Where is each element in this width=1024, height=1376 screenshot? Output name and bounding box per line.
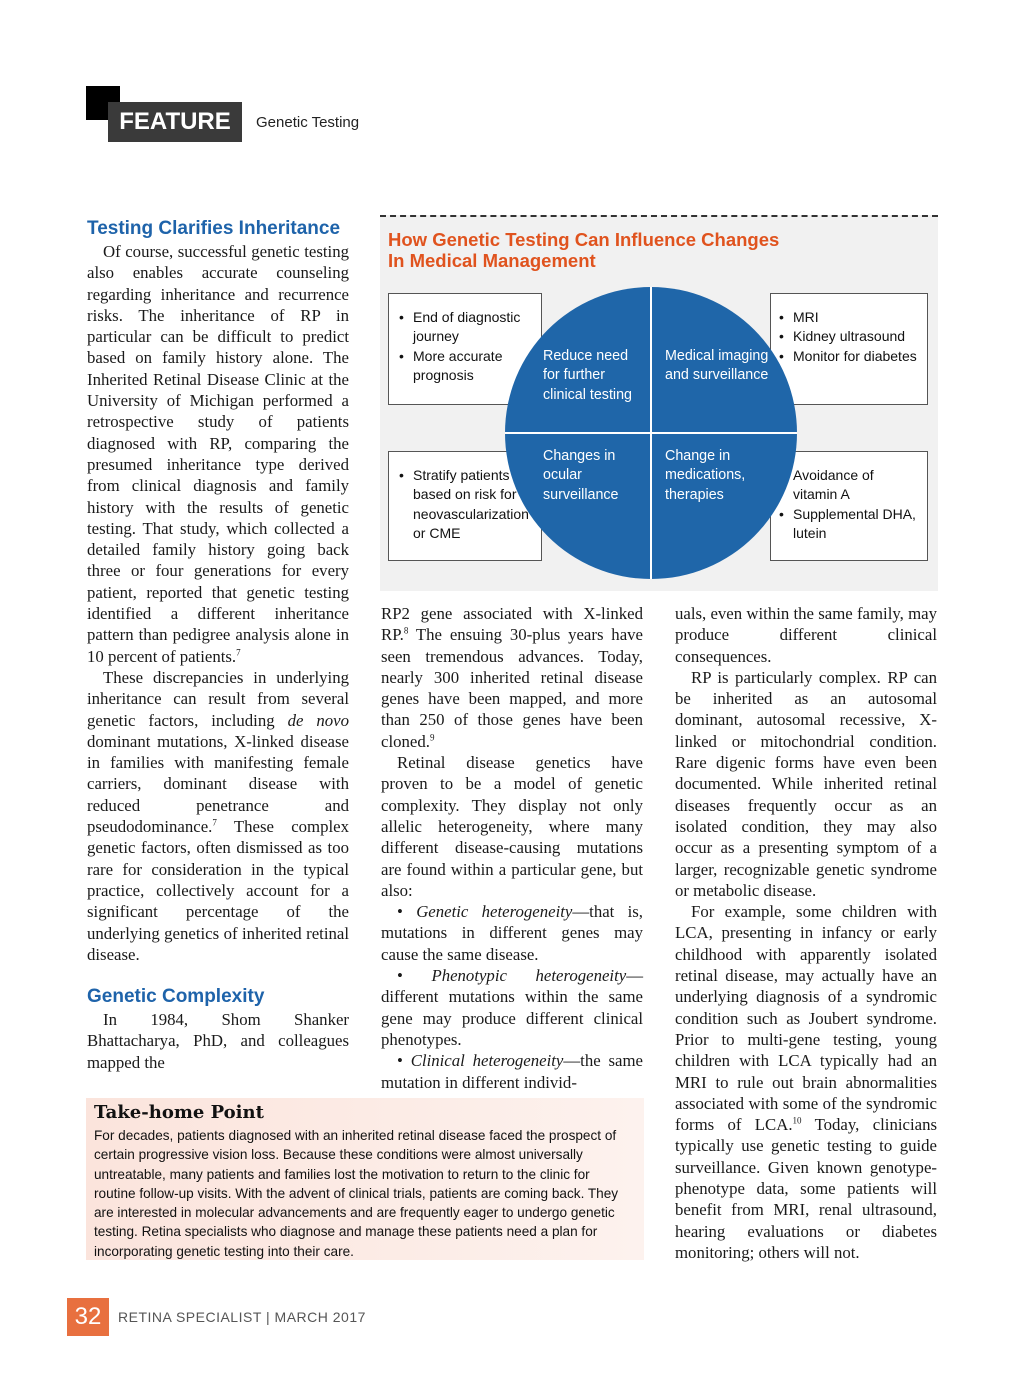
paragraph: RP2 gene associated with X-linked RP.$^8$ The ensuing 30-plus years have seen tremendous advances. Today, nearly 300 inherited retinal disease genes have been mapped, and more than 250 of those genes have been cloned.$^9$ — [381, 604, 643, 751]
paragraph: These discrepancies in underlying inheritance can result from several genetic factors, including de novo dominant mutations, X-linked disease in families with manifesting female carriers, dominant disease with reduced penetrance and pseudodominance.$^7$ These complex genetic factors, often dismissed as too rare for consideration in the typical practice, collectively account for a significant percentage of the underlying genetics of inherited retinal disease. — [87, 667, 349, 964]
bullet-item: • Clinical heterogeneity—the same mutation in different individ- — [381, 1051, 643, 1092]
list-item: • Kidney ultrasound — [793, 327, 917, 346]
section-label: FEATURE — [108, 102, 242, 142]
bullet-item: • Genetic heterogeneity—that is, mutations in different genes may cause the same disease. — [381, 902, 644, 964]
take-home-box — [86, 1098, 644, 1260]
heading-genetic-complexity: Genetic Complexity — [87, 986, 265, 1008]
list-item: • Avoidance of vitamin A — [793, 466, 917, 505]
paragraph: Of course, successful genetic testing also enables accurate counseling regarding inheritance and recurrence risks. The inheritance of RP in particular can be difficult to predict based on family history alone. The Inherited Retinal Disease Clinic at the University of Michigan performed a retrospective study of patients diagnosed with RP, comparing the presumed inheritance type derived from clinical diagnosis and family history with the results of genetic testing. That study, which collected a detailed family history going back three or four generations for every patient, reported that genetic testing identified a different inheritance pattern than pedigree analysis alone in 10 percent of patients.$^7$ — [87, 242, 349, 666]
list-item: • Monitor for diabetes — [793, 347, 917, 366]
figure-title: How Genetic Testing Can Influence Changes In Medical Management — [388, 229, 780, 271]
take-home-body: For decades, patients diagnosed with an inherited retinal disease faced the prospect of certain progressive vision loss. Because these conditions were almost universally untreatable, many patients and families lost the motivation to return to the clinic for routine follow-up visits. With the advent of clinical trials, patients are coming back. They are interested in molecular advancements and are frequently eager to undergo genetic testing. Retina specialists who diagnose and manage these patients need a plan for incorporating genetic testing into their care. — [94, 1128, 619, 1259]
list-item: • More accurate prognosis — [413, 347, 531, 386]
paragraph: Retinal disease genetics have proven to be a model of genetic complexity. They display not only allelic heterogeneity, where many different disease-causing mutations are found within a particular gene, but also: — [381, 753, 643, 900]
paragraph: For example, some children with LCA, presenting in infancy or early childhood with apparently isolated retinal disease, may actually have an underlying diagnosis of a syndromic condition such as Joubert syndrome. Prior to multi-gene testing, young children with LCA typically had an MRI to rule out brain abnormalities associated with some of the syndromic forms of LCA.$^{10}$ Today, clinicians typically use genetic testing to guide surveillance. Given known genotype-phenotype data, some patients will benefit from MRI, renal ultrasound, hearing evaluations or diabetes monitoring; others will not. — [675, 902, 938, 1262]
publication-footer: RETINA SPECIALIST | MARCH 2017 — [118, 1309, 366, 1325]
quadrant-top-right-label: Medical imaging and surveillance — [665, 348, 769, 384]
figure-genetic-testing-management — [380, 215, 938, 591]
paragraph: uals, even within the same family, may produce different clinical consequences. — [675, 604, 937, 666]
heading-testing-clarifies-inheritance: Testing Clarifies Inheritance — [87, 218, 341, 239]
box-bottom-right — [770, 451, 928, 561]
paragraph: RP is particularly complex. RP can be inherited as an autosomal dominant, autosomal recessive, X-linked or mitochondrial condition. Rare digenic forms have even been documented. While inherited retinal diseases frequently occur as an isolated condition, they may also occur as a presenting symptom of a larger, recognizable genetic syndrome or metabolic disease. — [675, 667, 937, 900]
article-column-3 — [675, 603, 937, 1263]
section-topic: Genetic Testing — [256, 114, 360, 131]
quadrant-bottom-right-label: Change in medications, therapies — [665, 448, 746, 503]
paragraph: In 1984, Shom Shanker Bhattacharya, PhD, and colleagues mapped the — [87, 1010, 349, 1072]
take-home-title: Take-home Point — [94, 1102, 264, 1123]
quadrant-bottom-left-label: Changes in ocular surveillance — [543, 448, 619, 503]
list-item: • Stratify patients based on risk for neovascularization or CME — [413, 466, 531, 543]
list-item: • MRI — [793, 308, 917, 327]
article-column-2 — [381, 603, 643, 1093]
quadrant-top-left-label: Reduce need for further clinical testing — [543, 348, 632, 403]
list-item: • End of diagnostic journey — [413, 308, 531, 347]
page-number: 32 — [67, 1298, 109, 1336]
list-item: • Supplemental DHA, lutein — [793, 505, 917, 544]
box-top-right — [770, 293, 928, 405]
quadrant-circle — [505, 287, 797, 579]
bullet-item: • Phenotypic heterogeneity—different mutations within the same gene may produce different clinical phenotypes. — [381, 966, 643, 1049]
article-column-1 — [87, 217, 349, 1073]
